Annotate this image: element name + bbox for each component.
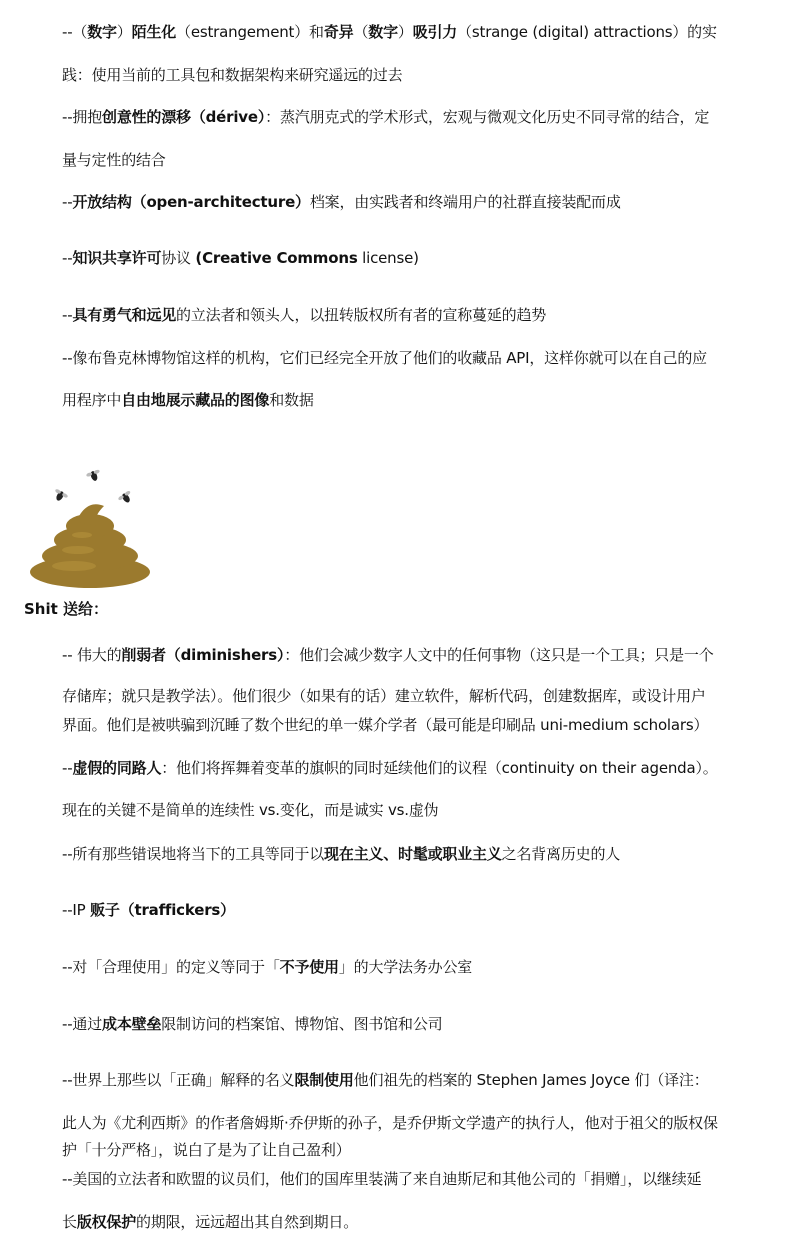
text-line bbox=[62, 901, 778, 919]
text-run: ：蒸汽朋克式的学术形式，宏观与微观文化历史不同寻常的结合，定 bbox=[265, 108, 710, 126]
text-run: 现在的关键不是简单的连续性 vs.变化，而是诚实 vs.虚伪 bbox=[62, 801, 439, 819]
text-line bbox=[62, 66, 778, 84]
text-run: --（ bbox=[62, 23, 88, 41]
text-line bbox=[62, 1071, 778, 1089]
bold-text: (Creative Commons bbox=[195, 249, 358, 267]
text-run: --拥抱 bbox=[62, 108, 103, 126]
text-run: （strange (digital) attractions）的实 bbox=[457, 23, 717, 41]
text-run: ：他们将挥舞着变革的旗帜的同时延续他们的议程（continuity on their agenda）。 bbox=[161, 759, 718, 777]
bold-text: 现在主义、时髦或职业主义 bbox=[324, 845, 502, 863]
text-line bbox=[62, 193, 778, 211]
text-run: --IP bbox=[62, 901, 91, 919]
text-run: --像布鲁克林博物馆这样的机构，它们已经完全开放了他们的收藏品 API，这样你就可以在自己的应 bbox=[62, 349, 707, 367]
bold-text: 限制使用 bbox=[294, 1071, 354, 1089]
bold-text: 数字 bbox=[87, 23, 117, 41]
text-line bbox=[62, 687, 778, 705]
bold-text: 陌生化 bbox=[131, 23, 177, 41]
text-line bbox=[62, 23, 778, 41]
text-run: 长 bbox=[62, 1213, 77, 1231]
text-run: 践：使用当前的工具包和数据架构来研究遥远的过去 bbox=[62, 66, 403, 84]
text-line bbox=[62, 391, 778, 409]
text-run: --所有那些错误地将当下的工具等同于以 bbox=[62, 845, 325, 863]
text-run: -- 伟大的 bbox=[62, 646, 122, 664]
bold-text: 奇异 bbox=[323, 23, 354, 41]
text-run: 的期限，远远超出其自然到期日。 bbox=[136, 1213, 359, 1231]
text-line bbox=[62, 249, 778, 267]
bold-text: 削弱者（diminishers） bbox=[121, 646, 285, 664]
bold-text: 具有勇气和远见 bbox=[72, 306, 177, 324]
text-line bbox=[62, 801, 778, 819]
text-run: 用程序中 bbox=[62, 391, 122, 409]
text-run: 界面。他们是被哄骗到沉睡了数个世纪的单一媒介学者（最可能是印刷品 uni-medium scholars） bbox=[62, 716, 709, 734]
text-run: 档案，由实践者和终端用户的社群直接装配而成 bbox=[309, 193, 621, 211]
text-run: --对「合理使用」的定义等同于「 bbox=[62, 958, 280, 976]
text-run: （ bbox=[353, 23, 369, 41]
text-run: 之名背离历史的人 bbox=[501, 845, 621, 863]
text-line bbox=[62, 349, 778, 367]
bold-text: 版权保护 bbox=[76, 1213, 137, 1231]
text-line bbox=[62, 1114, 778, 1132]
bold-text: 吸引力 bbox=[412, 23, 458, 41]
text-line bbox=[62, 1015, 778, 1033]
section-heading: Shit 送给： bbox=[24, 600, 109, 618]
text-run: 」的大学法务办公室 bbox=[338, 958, 473, 976]
text-line bbox=[62, 108, 778, 126]
text-run: 限制访问的档案馆、博物馆、图书馆和公司 bbox=[161, 1015, 443, 1033]
text-run: --世界上那些以「正确」解释的名义 bbox=[62, 1071, 295, 1089]
text-run: 量与定性的结合 bbox=[62, 151, 166, 169]
bold-text: 数字 bbox=[368, 23, 398, 41]
text-line bbox=[62, 759, 778, 777]
text-run: -- bbox=[62, 759, 73, 777]
text-run: ） bbox=[116, 23, 132, 41]
text-run: 的立法者和领头人，以扭转版权所有者的宣称蔓延的趋势 bbox=[176, 306, 547, 324]
text-run: --美国的立法者和欧盟的议员们，他们的国库里装满了来自迪斯尼和其他公司的「捐赠」，以继续延 bbox=[62, 1170, 702, 1188]
text-line bbox=[62, 1213, 778, 1231]
bold-text: 成本壁垒 bbox=[102, 1015, 162, 1033]
bold-text: 创意性的漂移（dérive） bbox=[102, 108, 266, 126]
text-line bbox=[62, 716, 778, 734]
text-line bbox=[62, 151, 778, 169]
text-run: ） bbox=[397, 23, 413, 41]
text-run: license) bbox=[357, 249, 419, 267]
text-run: 存储库；就只是教学法）。他们很少（如果有的话）建立软件，解析代码，创建数据库，或设计用户 bbox=[62, 687, 706, 705]
text-run: -- bbox=[62, 193, 73, 211]
text-run: 此人为《尤利西斯》的作者詹姆斯·乔伊斯的孙子，是乔伊斯文学遗产的执行人，他对于祖父的版权保 bbox=[62, 1114, 718, 1132]
text-line bbox=[62, 958, 778, 976]
poop-with-flies-icon bbox=[24, 464, 154, 590]
text-line bbox=[62, 646, 778, 664]
text-run: -- bbox=[62, 306, 73, 324]
bold-text: 自由地展示藏品的图像 bbox=[121, 391, 270, 409]
text-run: --通过 bbox=[62, 1015, 103, 1033]
flies bbox=[51, 469, 134, 506]
text-run: ：他们会减少数字人文中的任何事物（这只是一个工具；只是一个 bbox=[284, 646, 714, 664]
bold-text: 虚假的同路人 bbox=[72, 759, 162, 777]
bold-text: 贩子（traffickers） bbox=[90, 901, 235, 919]
text-line bbox=[62, 845, 778, 863]
bold-text: 不予使用 bbox=[279, 958, 339, 976]
text-run: （estrangement）和 bbox=[176, 23, 324, 41]
text-run: -- bbox=[62, 249, 73, 267]
text-line bbox=[62, 306, 778, 324]
bold-text: 开放结构（open-architecture） bbox=[72, 193, 310, 211]
text-run: 他们祖先的档案的 Stephen James Joyce 们（译注： bbox=[353, 1071, 709, 1089]
text-run: 护「十分严格」，说白了是为了让自己盈利） bbox=[62, 1141, 351, 1159]
bold-text: 知识共享许可 bbox=[72, 249, 162, 267]
text-run: 协议 bbox=[161, 249, 196, 267]
text-run: 和数据 bbox=[269, 391, 314, 409]
text-line bbox=[62, 1141, 778, 1159]
text-line bbox=[62, 1170, 778, 1188]
